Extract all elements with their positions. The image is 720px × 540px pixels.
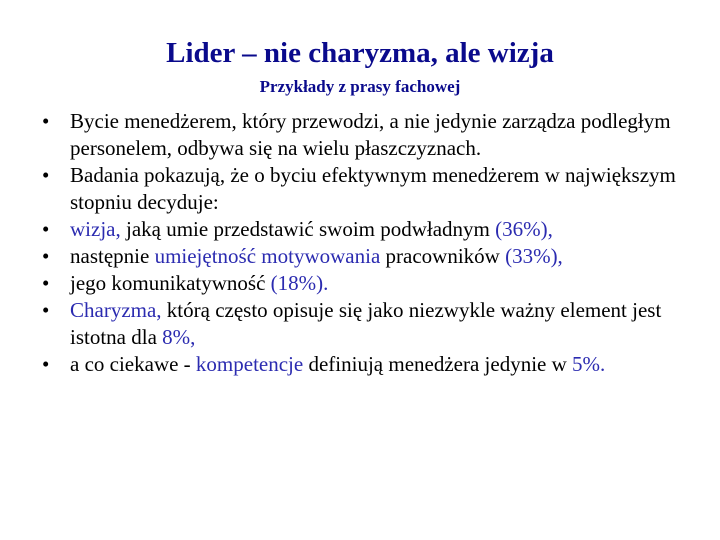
- highlighted-text: Charyzma,: [70, 298, 162, 322]
- highlighted-text: wizja,: [70, 217, 121, 241]
- bullet-item: [42, 297, 702, 351]
- bullet-text: Bycie menedżerem, który przewodzi, a nie jedynie zarządza podległym personelem, odbywa się na wielu płaszczyznach.: [70, 109, 671, 160]
- bullet-item: [42, 243, 702, 270]
- bullet-text: definiują menedżera jedynie w: [303, 352, 573, 376]
- bullet-dot-icon: •: [42, 217, 50, 241]
- highlighted-text: 8%,: [162, 325, 196, 349]
- bullet-item: [42, 351, 702, 378]
- bullet-dot-icon: •: [42, 109, 50, 133]
- bullet-dot-icon: •: [42, 271, 50, 295]
- bullet-text: a co ciekawe -: [70, 352, 196, 376]
- bullet-item: [42, 108, 702, 162]
- highlighted-text: kompetencje: [195, 352, 304, 376]
- highlighted-text: umiejętność motywowania: [154, 244, 381, 268]
- bullet-item: [42, 216, 702, 243]
- bullet-text: jaką umie przedstawić swoim podwładnym: [120, 217, 496, 241]
- slide-title: Lider – nie charyzma, ale wizja: [166, 37, 554, 69]
- bullet-text: następnie: [70, 244, 155, 268]
- highlighted-text: 5%.: [572, 352, 606, 376]
- highlighted-text: (36%),: [495, 217, 553, 241]
- slide-subtitle: Przykłady z prasy fachowej: [259, 77, 461, 96]
- bullet-text: Badania pokazują, że o byciu efektywnym menedżerem w największym stopniu decyduje:: [70, 163, 676, 214]
- bullet-text: którą często opisuje się jako niezwykle ważny element jest istotna dla: [70, 298, 662, 349]
- bullet-text: pracowników: [380, 244, 506, 268]
- bullet-item: [42, 270, 702, 297]
- bullet-dot-icon: •: [42, 163, 50, 187]
- bullet-item: [42, 162, 702, 216]
- bullet-dot-icon: •: [42, 352, 50, 376]
- bullet-dot-icon: •: [42, 244, 50, 268]
- bullet-list: [42, 108, 702, 378]
- highlighted-text: (18%).: [270, 271, 329, 295]
- highlighted-text: (33%),: [505, 244, 563, 268]
- bullet-text: jego komunikatywność: [70, 271, 271, 295]
- bullet-dot-icon: •: [42, 298, 50, 322]
